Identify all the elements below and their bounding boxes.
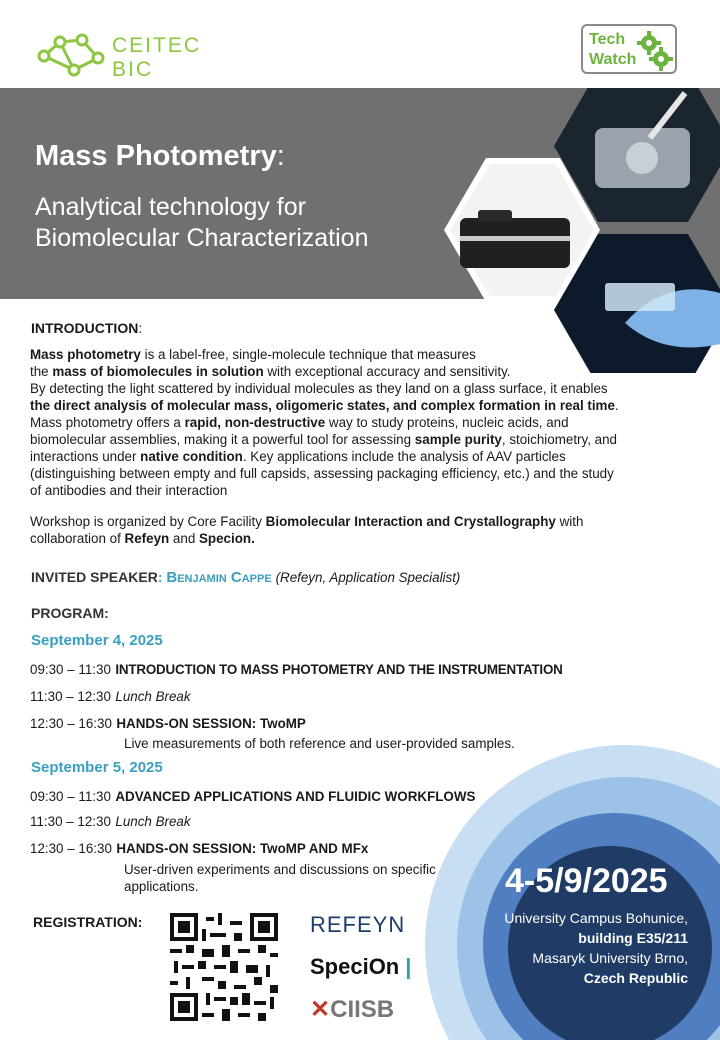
program-row: 09:30 – 11:30 INTRODUCTION TO MASS PHOTOMETRY AND THE INSTRUMENTATION [30, 662, 563, 677]
invited-speaker: INVITED SPEAKER: Benjamin Cappe (Refeyn, Application Specialist) [31, 569, 461, 586]
specion-logo: SpeciOn | [310, 954, 412, 979]
program-row: 11:30 – 12:30 Lunch Break [30, 814, 191, 829]
day2-date: September 5, 2025 [31, 759, 163, 776]
program-row: 11:30 – 12:30 Lunch Break [30, 689, 191, 704]
instrument-image [460, 218, 570, 268]
event-venue: University Campus Bohunice, building E35/211 Masaryk University Brno, Czech Republic [504, 910, 688, 986]
program-row: 12:30 – 16:30 HANDS-ON SESSION: TwoMP [30, 716, 306, 731]
page-title: Mass Photometry: [35, 140, 285, 172]
gears-icon [635, 29, 675, 71]
ceitec-logo-icon [36, 32, 106, 78]
refeyn-logo: REFEYN [310, 912, 406, 937]
program-row-description: Live measurements of both reference and user-provided samples. [124, 736, 515, 751]
page-subtitle: Analytical technology for Biomolecular Characterization [35, 193, 369, 252]
registration-qr-code[interactable] [170, 913, 278, 1021]
program-row-description: User-driven experiments and discussions on specific applications. [124, 862, 436, 894]
program-row: 12:30 – 16:30 HANDS-ON SESSION: TwoMP AND MFx [30, 841, 369, 856]
program-heading: PROGRAM: [31, 605, 109, 621]
registration-label: REGISTRATION: [33, 914, 143, 930]
day1-date: September 4, 2025 [31, 632, 163, 649]
intro-heading: INTRODUCTION: [31, 320, 143, 336]
tech-watch-badge: Tech Watch [581, 24, 677, 74]
organizer-paragraph: Workshop is organized by Core Facility Biomolecular Interaction and Crystallography with collaboration of Refeyn and Specion. [30, 514, 584, 546]
ceitec-logo-text: CEITEC BIC [112, 34, 202, 81]
ciisb-logo: ✕CIISB [310, 996, 395, 1023]
event-date: 4-5/9/2025 [505, 862, 668, 900]
intro-paragraph: Mass photometry is a label-free, single-molecule technique that measures the mass of biomolecules in solution with exceptional accuracy and sensitivity. By detecting the light scattered by individual molecules as they land on a glass surface, it enables the direct analysis of molecular mass, oligomeric states, and complex formation in real time. Mass photometry offers a rapid, non-destructive way to study proteins, nucleic acids, and biomolecular assemblies, making it a powerful tool for assessing sample purity, stoichiometry, and interactions under native condition. Key applications include the analysis of AAV particles (distinguishing between empty and full capsids, assessing packaging efficiency, etc.) and the study of antibodies and their interaction [30, 347, 619, 498]
program-row: 09:30 – 11:30 ADVANCED APPLICATIONS AND FLUIDIC WORKFLOWS [30, 789, 476, 804]
hexagon-photos [420, 88, 720, 373]
